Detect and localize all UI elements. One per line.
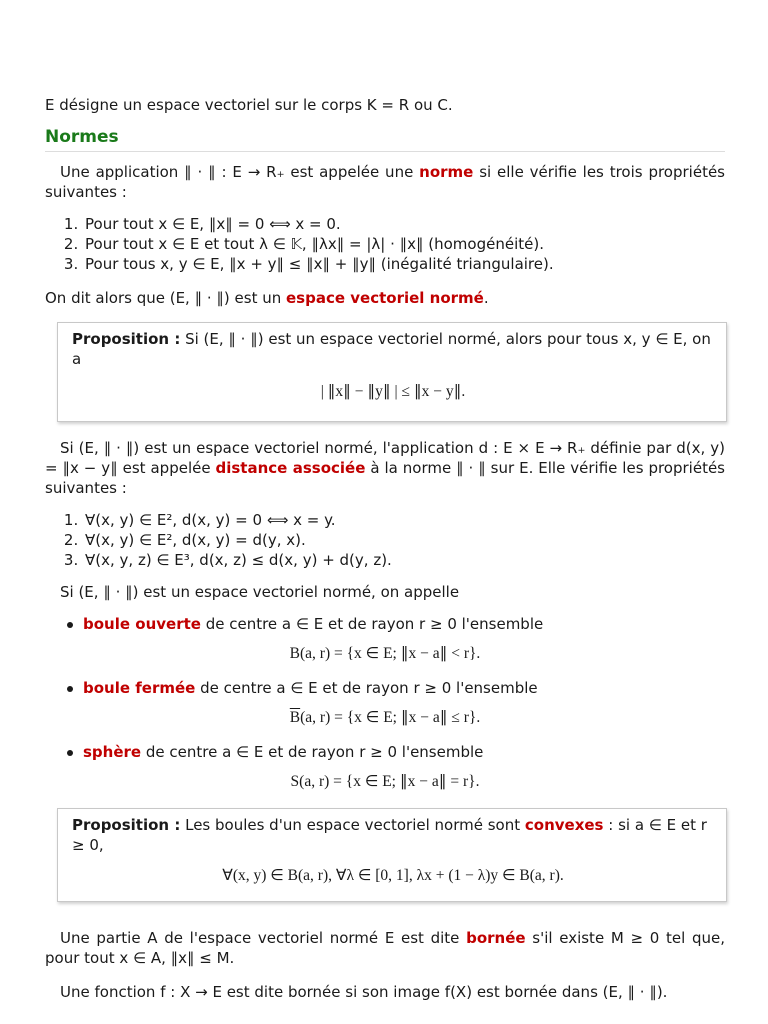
proposition-2-formula: ∀(x, y) ∈ B(a, r), ∀λ ∈ [0, 1], λx + (1 − λ)y ∈ B(a, r). [222, 867, 564, 884]
sphere-formula: S(a, r) = {x ∈ E; ∥x − a∥ = r}. [290, 773, 480, 790]
norm-definition: Une application ∥ · ∥ : E → R₊ est appelée une norme si elle vérifie les trois propriétés suivantes : [45, 163, 725, 201]
norm-properties-list [45, 214, 725, 274]
term-convexes: convexes [524, 816, 604, 834]
closed-ball-formula: $\overline{B}(a$, r) = {x ∈ E; ∥x − a∥ ≤ r}. [289, 709, 481, 726]
proposition-label: Proposition : [72, 330, 181, 348]
list-item: 2. Pour tout x ∈ E et tout λ ∈ 𝕂, ∥λx∥ = |λ| · ∥x∥ (homogénéité). [83, 234, 725, 254]
section-title: Normes [45, 127, 725, 152]
proposition-2-text: Proposition : Les boules d'un espace vectoriel normé sont convexes : si a ∈ E et r ≥ 0, [72, 816, 707, 854]
proposition-box-1 [57, 322, 727, 422]
intro-text: E désigne un espace vectoriel sur le corps K = R ou C. [45, 96, 453, 114]
term-boule-fermee: boule fermée [83, 679, 196, 697]
proposition-1-text: Proposition : Si (E, ∥ · ∥) est un espace vectoriel normé, alors pour tous x, y ∈ E, on a [72, 330, 711, 368]
term-distance-associee: distance associée [215, 459, 366, 477]
bounded-function-definition: Une fonction f : X → E est dite bornée si son image f(X) est bornée dans (E, ∥ · ∥). [60, 983, 668, 1001]
document-page [45, 90, 725, 1002]
normed-space-definition: On dit alors que (E, ∥ · ∥) est un espace vectoriel normé. [45, 289, 489, 307]
proposition-label: Proposition : [72, 816, 181, 834]
bounded-part-definition: Une partie A de l'espace vectoriel normé E est dite bornée s'il existe M ≥ 0 tel que, pour tout x ∈ A, ∥x∥ ≤ M. [45, 929, 725, 967]
proposition-1-formula: | ∥x∥ − ∥y∥ | ≤ ∥x − y∥. [320, 383, 466, 400]
distance-definition: Si (E, ∥ · ∥) est un espace vectoriel normé, l'application d : E × E → R₊ définie par d(x, y) = ∥x − y∥ est appelée distance associée à la norme ∥ · ∥ sur E. Elle vérifie les propriétés suivantes : [45, 439, 725, 497]
list-item: sphère de centre a ∈ E et de rayon r ≥ 0 l'ensemble S(a, r) = {x ∈ E; ∥x − a∥ = r}. [83, 742, 725, 792]
list-item: 3. Pour tous x, y ∈ E, ∥x + y∥ ≤ ∥x∥ + ∥y∥ (inégalité triangulaire). [83, 254, 725, 274]
term-espace-vectoriel-norme: espace vectoriel normé [286, 289, 484, 307]
list-item: 1. Pour tout x ∈ E, ∥x∥ = 0 ⟺ x = 0. [83, 214, 725, 234]
balls-list [45, 614, 725, 792]
term-sphere: sphère [83, 743, 142, 761]
proposition-box-2 [57, 808, 727, 902]
list-item: 3. ∀(x, y, z) ∈ E³, d(x, z) ≤ d(x, y) + d(y, z). [83, 550, 725, 570]
term-bornee: bornée [466, 929, 526, 947]
list-item: 1. ∀(x, y) ∈ E², d(x, y) = 0 ⟺ x = y. [83, 510, 725, 530]
term-boule-ouverte: boule ouverte [83, 615, 201, 633]
balls-intro: Si (E, ∥ · ∥) est un espace vectoriel normé, on appelle [60, 583, 460, 601]
term-norme: norme [419, 163, 474, 181]
list-item: 2. ∀(x, y) ∈ E², d(x, y) = d(y, x). [83, 530, 725, 550]
list-item: boule ouverte de centre a ∈ E et de rayon r ≥ 0 l'ensemble B(a, r) = {x ∈ E; ∥x − a∥ < r}. [83, 614, 725, 664]
open-ball-formula: B(a, r) = {x ∈ E; ∥x − a∥ < r}. [289, 645, 481, 662]
distance-properties-list [45, 510, 725, 570]
list-item: boule fermée de centre a ∈ E et de rayon r ≥ 0 l'ensemble $\overline{B}(a$, r) = {x ∈ E; ∥x − a∥ ≤ r}. [83, 678, 725, 728]
